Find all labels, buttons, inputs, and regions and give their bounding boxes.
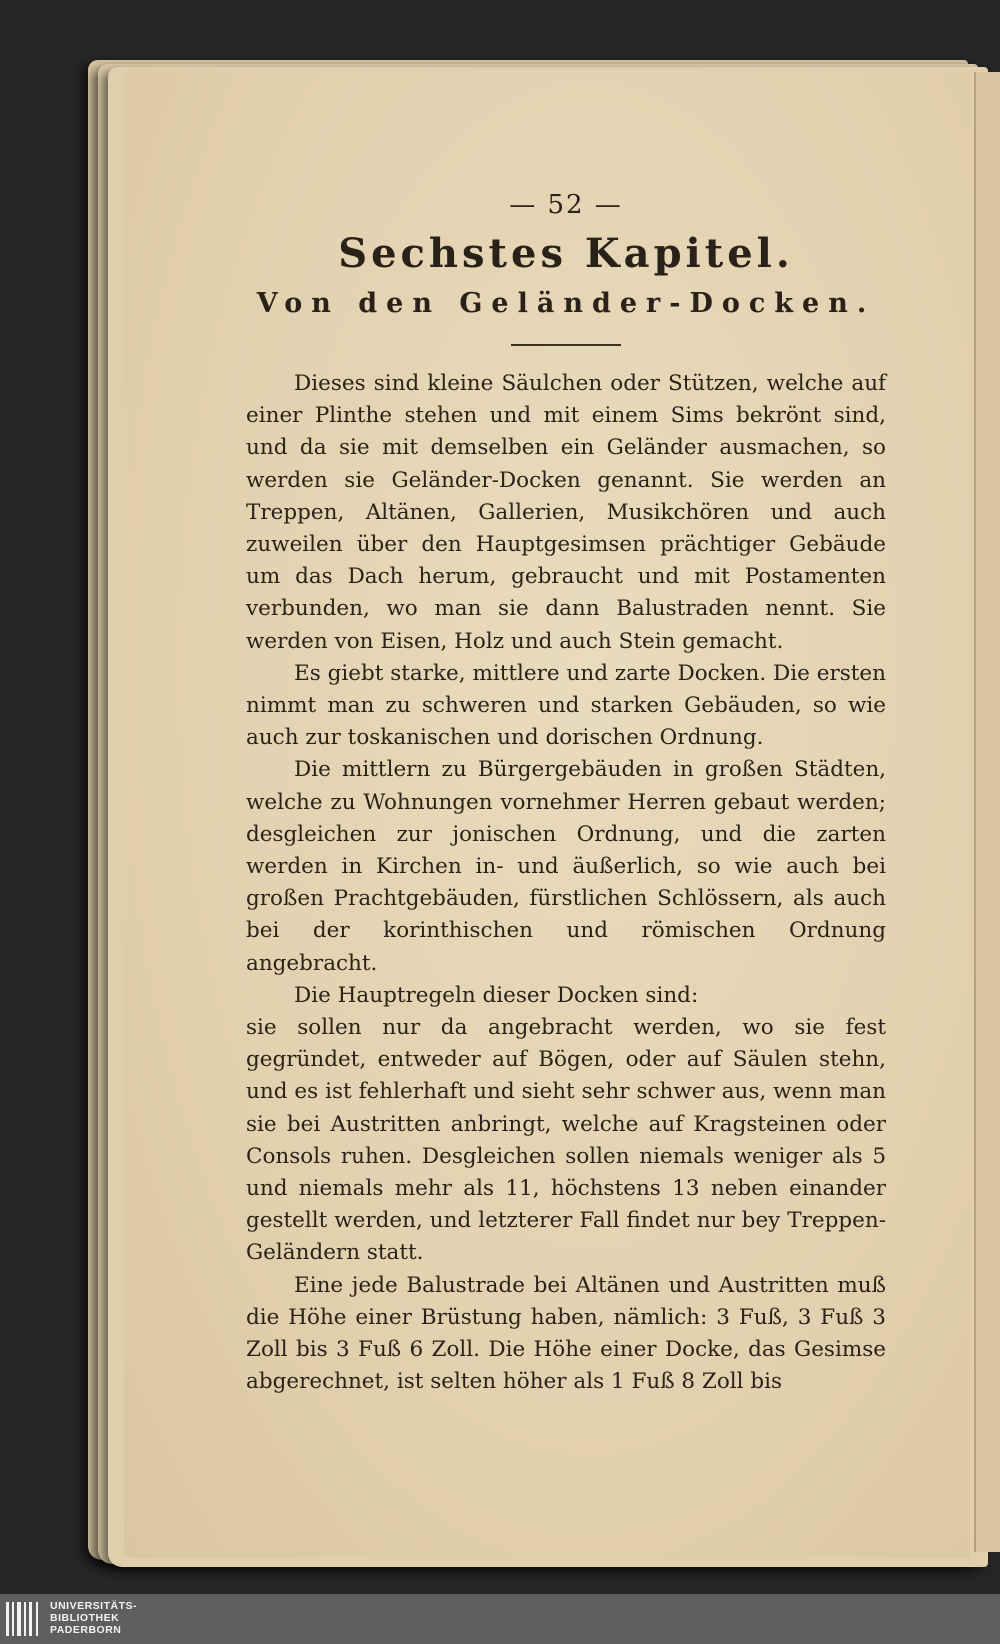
page-number: — 52 — (509, 190, 623, 220)
paragraph: Die mittlern zu Bürgergebäuden in großen Städten, welche zu Wohnungen vornehmer Herren gebaut werden; desgleichen zur jonischen Ordnung, und die zarten werden in Kirchen in- und äußerlich, so wie auch bei großen Prachtgebäuden, fürstlichen Schlössern, als auch bei der korinthischen und römischen Ordnung angebracht. (246, 757, 886, 976)
library-name-line2: BIBLIOTHEK (50, 1612, 120, 1624)
paragraph: Dieses sind kleine Säulchen oder Stützen, welche auf einer Plinthe stehen und mit einem Sims bekrönt sind, und da sie mit demselben ein Geländer ausmachen, so werden sie Geländer-Docken genannt. Sie werden an Treppen, Altänen, Gallerien, Musikchören und auch zuweilen über den Hauptgesimsen prächtiger Gebäude um das Dach herum, gebraucht und mit Postamenten verbunden, wo man sie dann Balustraden nennt. Sie werden von Eisen, Holz und auch Stein gemacht. (246, 371, 886, 654)
facing-page-edge (974, 72, 1000, 1552)
paragraph: Die Hauptregeln dieser Docken sind: (294, 982, 699, 1008)
body-text (246, 368, 886, 1399)
paragraph: Eine jede Balustrade bei Altänen und Austritten muß die Höhe einer Brüstung haben, nämlich: 3 Fuß, 3 Fuß 3 Zoll bis 3 Fuß 6 Zoll. Die Höhe einer Docke, das Gesimse abgerechnet, ist selten höher als 1 Fuß 8 Zoll bis (246, 1272, 886, 1395)
paragraph: sie sollen nur da angebracht werden, wo sie fest gegründet, entweder auf Bögen, oder auf Säulen stehn, und es ist fehlerhaft und sieht sehr schwer aus, wenn man sie bei Austritten anbringt, welche auf Kragsteinen oder Consols ruhen. Desgleichen sollen niemals weniger als 5 und niemals mehr als 11, höchstens 13 neben einander gestellt werden, und letzterer Fall findet nur bey Treppen-Geländern statt. (246, 1015, 886, 1266)
chapter-title: Sechstes Kapitel. (338, 230, 794, 277)
library-barcode-logo-icon (6, 1602, 42, 1636)
library-name-line3: PADERBORN (50, 1624, 122, 1636)
library-name-line1: UNIVERSITÄTS- (50, 1600, 138, 1612)
chapter-subtitle: Von den Geländer-Docken. (256, 288, 876, 319)
library-name (50, 1600, 137, 1636)
library-footer (0, 1594, 1000, 1644)
page-content (246, 190, 886, 1399)
paragraph: Es giebt starke, mittlere und zarte Docken. Die ersten nimmt man zu schweren und starken Gebäuden, so wie auch zur toskanischen und dorischen Ordnung. (246, 660, 886, 751)
title-divider (511, 344, 621, 346)
